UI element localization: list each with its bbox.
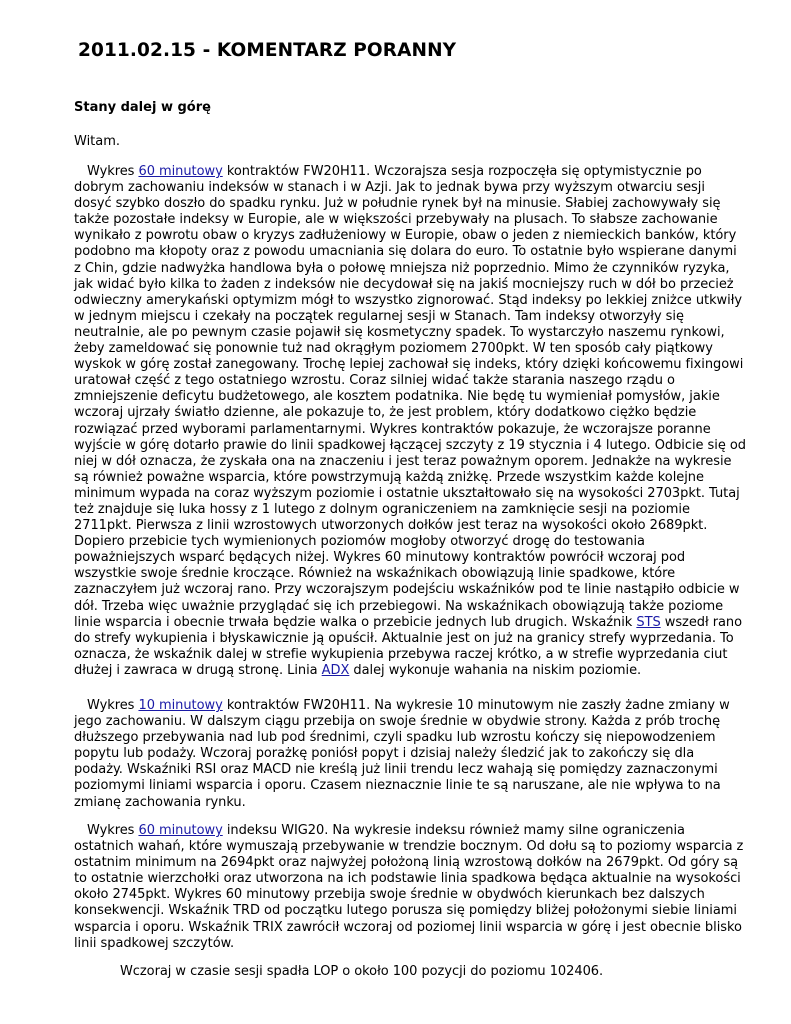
paragraph-wig20-60min <box>74 823 746 952</box>
chart-link-60-minutowy[interactable]: 60 minutowy <box>138 164 223 179</box>
indicator-link-adx[interactable]: ADX <box>321 662 350 678</box>
paragraph-lop: Wczoraj w czasie sesji spadła LOP o około 100 pozycji do poziomu 102406. <box>120 964 604 979</box>
paragraph-text: Wykres <box>87 164 139 179</box>
paragraph-text: kontraktów FW20H11. Na wykresie 10 minutowym nie zaszły żadne zmiany w jego zachowaniu. W dalszym ciągu przebija on swoje średnie w obydwie strony. Każda z prób trochę dłuższego przebywania nad lub pod średnimi, czyli spadku lub wzrostu kończy się niepowodzeniem popytu lub podaży. Wczoraj porażkę poniósł popyt i dzisiaj należy śledzić jak to zakończy się dla podaży. Wskaźniki RSI oraz MACD nie kreślą już linii trendu lecz wahają się pomiędzy zaznaczonymi poziomymi liniami wsparcia i oporu. Czasem nieznacznie linie te są naruszane, ale nie wpływa to na zmianę zachowania rynku. <box>74 698 730 810</box>
article-subtitle: Stany dalej w górę <box>74 100 211 115</box>
greeting-text: Witam. <box>74 134 121 149</box>
paragraph-fw20-10min <box>74 698 746 811</box>
paragraph-fw20-60min <box>74 164 746 679</box>
chart-link-10-minutowy[interactable]: 10 minutowy <box>138 698 223 713</box>
paragraph-text: wszedł rano do strefy wykupienia i błyskawicznie ją opuścił. Aktualnie jest on już na granicy strefy wyprzedania. To oznacza, że wskaźnik dalej w strefie wykupienia przebywa raczej krótko, a w strefie wyprzedania ciut dłużej i zawraca w drugą stronę. Linia <box>74 614 743 678</box>
paragraph-text: kontraktów FW20H11. Wczorajsza sesja rozpoczęła się optymistycznie po dobrym zachowaniu indeksów w stanach i w Azji. Jak to jednak bywa przy wyższym otwarciu sesji dosyć szybko doszło do spadku rynku. Już w południe rynek był na minusie. Słabiej zachowywały się także pozostałe indeksy w Europie, ale w większości przebywały na plusach. To słabsze zachowanie wynikało z powrotu obaw o kryzys zadłużeniowy w Europie, obaw o jeden z niemieckich banków, który podobno ma kłopoty oraz z powodu umacniania się dolara do euro. To ostatnie było wspierane danymi z Chin, gdzie nadwyżka handlowa była o połowę mniejsza niż poprzednio. Mimo że czynników ryzyka, jak widać było kilka to żaden z indeksów nie decydował się na jakiś mocniejszy ruch w dół bo przecież odwieczny amerykański optymizm mógł to wszystko zignorować. Stąd indeksy po lekkiej zniżce utkwiły w jednym miejscu i czekały na początek regularnej sesji w Stanach. Tam indeksy otworzyły się neutralnie, ale po pewnym czasie pojawił się kosmetyczny spadek. To wystarczyło naszemu rynkowi, żeby zameldować się ponownie tuż nad okrągłym poziomem 2700pkt. W ten sposób cały piątkowy wyskok w górę został zanegowany. Trochę lepiej zachował się indeks, który dzięki końcowemu fixingowi uratował część z tego ostatniego wzrostu. Coraz silniej widać także starania naszego rządu o zmniejszenie deficytu budżetowego, ale kosztem podatnika. Nie będę tu wymieniał pomysłów, jakie wczoraj ujrzały światło dzienne, ale pokazuje to, że jest problem, który dodatkowo ciężko będzie rozwiązać przed wyborami parlamentarnymi. Wykres kontraktów pokazuje, że wczorajsze poranne wyjście w górę dotarło prawie do linii spadkowej łączącej szczyty z 19 stycznia i 4 lutego. Odbicie się od niej w dół oznacza, że zyskała ona na znaczeniu i jest teraz poważnym oporem. Jednakże na wykresie są również poważne wsparcia, które powstrzymują każdą zniżkę. Przede wszystkim każde kolejne minimum wypada na coraz wyższym poziomie i ostatnie ukształtowało się na wysokości 2703pkt. Tutaj też znajduje się luka hossy z 1 lutego z dolnym ograniczeniem na zamknięcie sesji na poziomie 2711pkt. Pierwsza z linii wzrostowych utworzonych dołków jest teraz na wysokości około 2689pkt. Dopiero przebicie tych wymienionych poziomów mogłoby otworzyć drogę do testowania poważniejszych wsparć będących niżej. Wykres 60 minutowy kontraktów powrócił wczoraj pod wszystkie swoje średnie kroczące. Również na wskaźnikach obowiązują linie spadkowe, które zaznaczyłem już wczoraj rano. Przy wczorajszym podejściu wskaźników pod te linie nastąpiło odbicie w dół. Trzeba więc uważnie przyglądać się ich przebiegowi. Na wskaźnikach obowiązują także poziome linie wsparcia i obecnie trwała będzie walka o przebicie jednych lub drugich. Wskaźnik <box>74 164 746 630</box>
indicator-link-sts[interactable]: STS <box>636 614 661 630</box>
chart-link-wig20-60-minutowy[interactable]: 60 minutowy <box>138 823 223 838</box>
paragraph-text: Wykres <box>87 698 139 713</box>
page-title: 2011.02.15 - KOMENTARZ PORANNY <box>78 40 457 61</box>
paragraph-text: Wykres <box>87 823 139 838</box>
paragraph-text: indeksu WIG20. Na wykresie indeksu również mamy silne ograniczenia ostatnich wahań, które wymuszają przebywanie w trendzie bocznym. Od dołu są to poziomy wsparcia z ostatnim minimum na 2694pkt oraz najwyżej położoną linią wzrostową dołków na 2679pkt. Od góry są to ostatnie wierzchołki oraz utworzona na ich podstawie linia spadkowa będąca aktualnie na wysokości około 2745pkt. Wykres 60 minutowy przebija swoje średnie w obydwóch kierunkach bez dalszych konsekwencji. Wskaźnik TRD od początku lutego porusza się pomiędzy bliżej położonymi siebie liniami wsparcia i oporu. Wskaźnik TRIX zawrócił wczoraj od poziomej linii wsparcia w górę i jest obecnie blisko linii spadkowej szczytów. <box>74 823 744 951</box>
paragraph-text: dalej wykonuje wahania na niskim poziomie. <box>349 662 642 678</box>
